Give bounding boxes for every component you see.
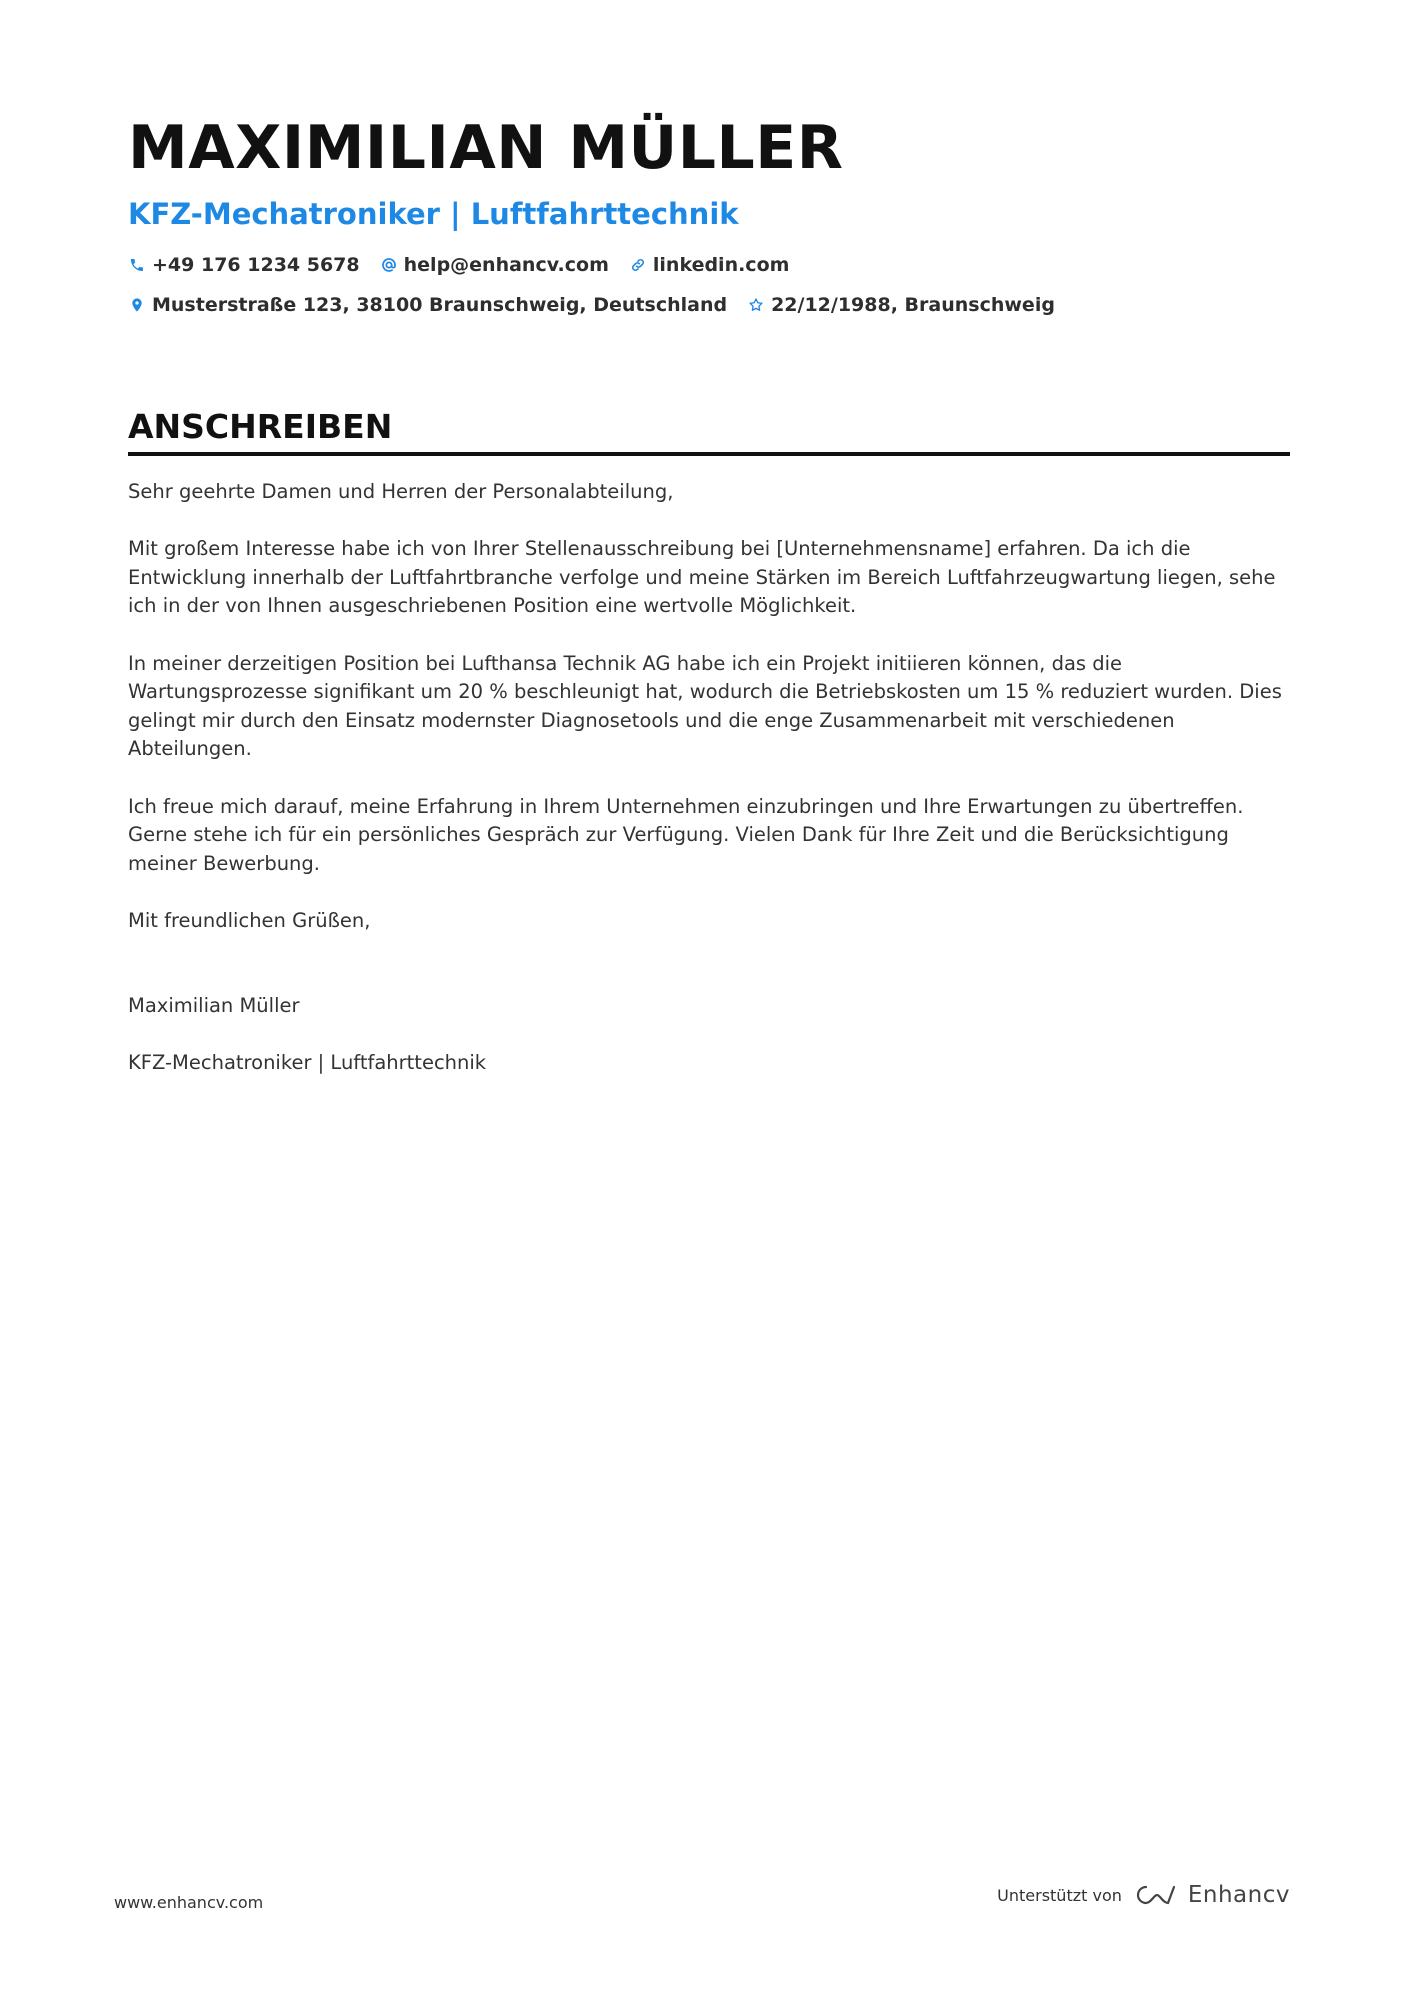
enhancv-logo-icon (1134, 1882, 1180, 1908)
section-divider (128, 452, 1290, 456)
birth-text: 22/12/1988, Braunschweig (771, 294, 1055, 316)
link-icon (629, 256, 647, 274)
letter-paragraph-2: In meiner derzeitigen Position bei Lufthansa Technik AG habe ich ein Projekt initiieren können, das die Wartungsprozesse signifikant um 20 % beschleunigt hat, wodurch die Betriebskosten um 15 % reduziert wurden. Dies gelingt mir durch den Einsatz modernster Diagnosetools und die enge Zusammenarbeit mit verschiedenen Abteilungen. (128, 651, 1282, 761)
signature-title: KFZ-Mechatroniker | Luftfahrttechnik (128, 1051, 487, 1075)
at-icon (380, 256, 398, 274)
candidate-name: MAXIMILIAN MÜLLER (128, 113, 844, 183)
contact-address (128, 294, 727, 316)
star-icon (747, 296, 765, 314)
job-title: KFZ-Mechatroniker | Luftfahrttechnik (128, 197, 739, 231)
contact-phone[interactable] (128, 254, 360, 276)
contact-row-1 (128, 250, 1288, 280)
linkedin-text: linkedin.com (652, 254, 790, 276)
section-anschreiben (128, 402, 1290, 456)
phone-text: +49 176 1234 5678 (152, 254, 360, 276)
contact-row-2 (128, 290, 1288, 320)
address-text: Musterstraße 123, 38100 Braunschweig, Deutschland (152, 294, 728, 316)
letter-greeting: Sehr geehrte Damen und Herren der Personalabteilung, (128, 480, 674, 503)
contact-linkedin[interactable] (629, 254, 790, 276)
location-pin-icon (128, 296, 146, 314)
letter-closing: Mit freundlichen Grüßen, (128, 908, 371, 932)
contact-email[interactable] (380, 254, 609, 276)
contact-birth (747, 294, 1055, 316)
powered-by-text: Unterstützt von (997, 1885, 1122, 1905)
brand-name: Enhancv (1187, 1882, 1290, 1908)
letter-paragraph-3: Ich freue mich darauf, meine Erfahrung in Ihrem Unternehmen einzubringen und Ihre Erwartungen zu übertreffen. Gerne stehe ich für ein persönliches Gespräch zur Verfügung. Vielen Dank für Ihre Zeit und die Berücksichtigung meiner Bewerbung. (128, 794, 1244, 875)
header (128, 108, 1288, 320)
phone-icon (128, 256, 146, 274)
letter-body (128, 478, 1290, 1106)
section-title: ANSCHREIBEN (128, 407, 393, 446)
footer-website[interactable]: www.enhancv.com (114, 1893, 264, 1912)
signature-spacer (128, 964, 1290, 992)
footer-branding (997, 1882, 1290, 1908)
enhancv-logo[interactable] (1134, 1882, 1290, 1908)
letter-paragraph-1: Mit großem Interesse habe ich von Ihrer Stellenausschreibung bei [Unternehmensname] erfahren. Da ich die Entwicklung innerhalb der Luftfahrtbranche verfolge und meine Stärken im Bereich Luftfahrzeugwartung liegen, sehe ich in der von Ihnen ausgeschriebenen Position eine wertvolle Möglichkeit. (128, 537, 1276, 618)
email-text: help@enhancv.com (403, 254, 609, 276)
signature-name: Maximilian Müller (128, 994, 300, 1018)
